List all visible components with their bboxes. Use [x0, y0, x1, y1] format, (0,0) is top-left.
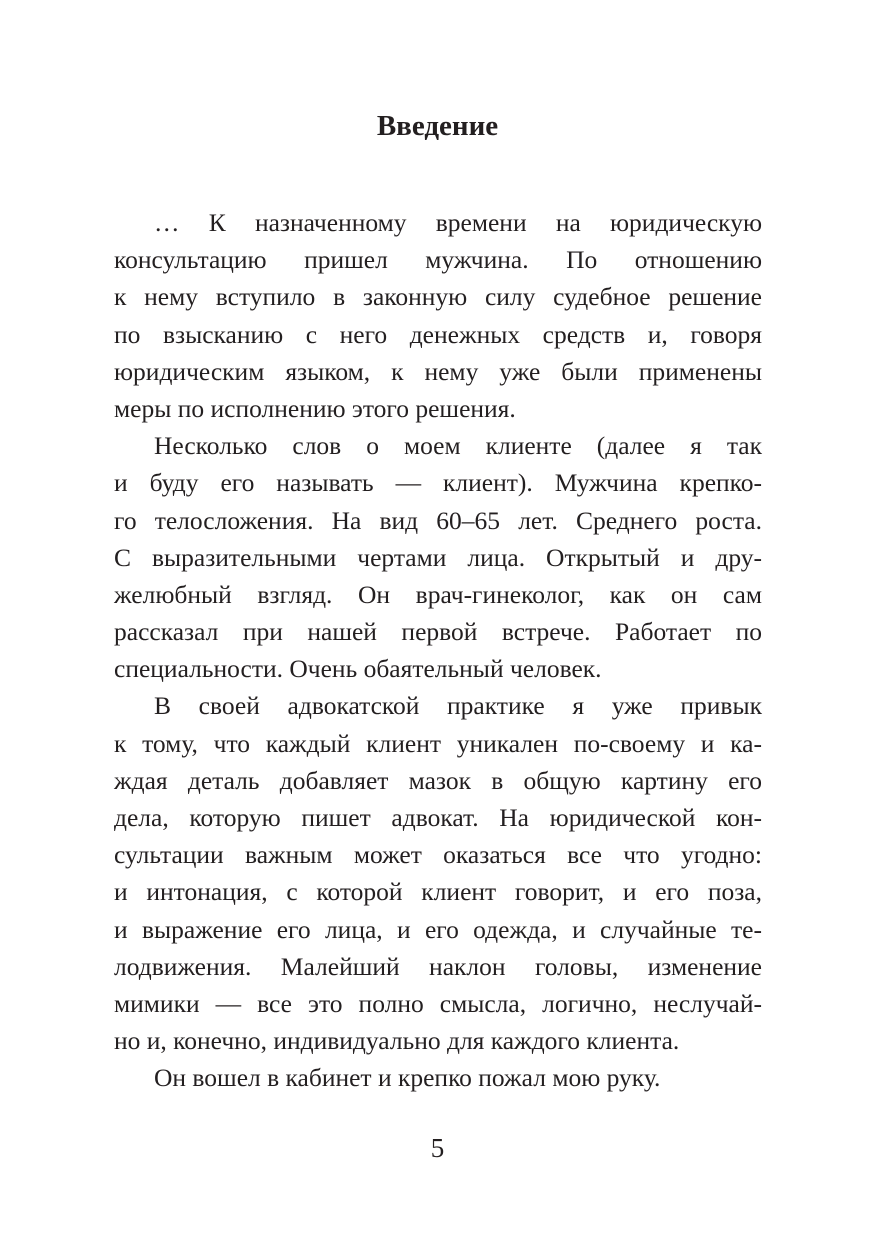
text-line: юридическим языком, к нему уже были применены — [114, 356, 762, 386]
page-number: 5 — [430, 1133, 445, 1163]
text-line: меры по исполнению этого решения. — [114, 393, 516, 423]
text-line: по взысканию с него денежных средств и, говоря — [114, 319, 762, 349]
text-line: желюбный взгляд. Он врач-гинеколог, как он сам — [114, 579, 762, 609]
chapter-title: Введение — [376, 110, 499, 142]
text-line: сультации важным может оказаться все что угодно: — [114, 840, 762, 870]
paragraph — [114, 687, 762, 1059]
text-line: В своей адвокатской практике я уже привык — [154, 691, 762, 721]
text-line: дела, которую пишет адвокат. На юридической кон- — [114, 803, 762, 832]
paragraph — [114, 1059, 762, 1096]
text-line: Несколько слов о моем клиенте (далее я так — [154, 431, 762, 461]
text-line: специальности. Очень обаятельный человек. — [114, 654, 602, 684]
text-line: го телосложения. На вид 60–65 лет. Среднего роста. — [114, 505, 762, 535]
text-line: Он вошел в кабинет и крепко пожал мою руку. — [154, 1063, 661, 1093]
text-line: и интонация, с которой клиент говорит, и его поза, — [114, 877, 762, 907]
text-line: консультацию пришел мужчина. По отношению — [114, 245, 762, 275]
text-line: … К назначенному времени на юридическую — [154, 208, 762, 237]
text-line: к нему вступило в законную силу судебное решение — [114, 282, 762, 312]
paragraph — [114, 427, 762, 687]
text-line: и буду его называть — клиент). Мужчина крепко- — [114, 468, 762, 498]
text-line: к тому, что каждый клиент уникален по-своему и ка- — [114, 728, 762, 758]
text-line: но и, конечно, индивидуально для каждого клиента. — [114, 1026, 680, 1056]
text-line: лодвижения. Малейший наклон головы, изменение — [114, 951, 762, 981]
chapter-body — [114, 204, 762, 1097]
text-line: рассказал при нашей первой встрече. Работает по — [114, 617, 762, 647]
paragraph — [114, 204, 762, 427]
text-line: мимики — все это полно смысла, логично, неслучай- — [114, 988, 762, 1018]
text-line: С выразительными чертами лица. Открытый и дру- — [114, 542, 762, 572]
text-line: и выражение его лица, и его одежда, и случайные те- — [114, 914, 762, 944]
text-line: ждая деталь добавляет мазок в общую картину его — [114, 765, 762, 795]
